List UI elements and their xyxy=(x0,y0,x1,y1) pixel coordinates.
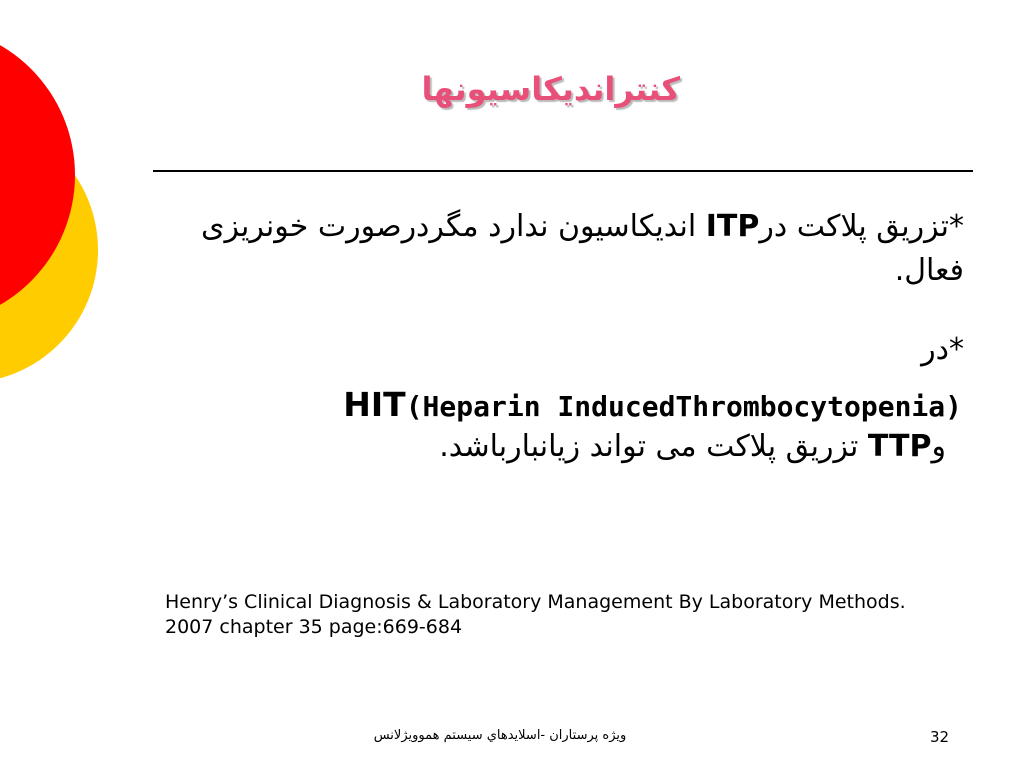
reference-citation: Henry’s Clinical Diagnosis & Laboratory Management By Laboratory Methods. 2007 chapter 35 page:669-684 xyxy=(165,591,906,638)
page-number: 32 xyxy=(930,728,950,746)
decorative-circles xyxy=(0,0,120,420)
hit-line xyxy=(343,385,962,424)
bullet-text-before: تزریق پلاکت در xyxy=(759,209,949,244)
conjunction: و xyxy=(931,429,946,464)
bullet-star: * xyxy=(949,209,964,244)
bullet-hit-intro xyxy=(184,328,964,372)
bullet-text-after: اندیکاسیون ندارد مگردرصورت خونریزی فعال. xyxy=(201,209,964,288)
bullet-text-after: تزریق پلاکت می تواند زیانبارباشد. xyxy=(439,429,868,464)
footer-text: ويژه پرستاران -اسلايدهاي سيستم هموويژلانس xyxy=(373,728,627,743)
bullet-ttp xyxy=(166,425,964,469)
itp-acronym: ITP xyxy=(705,209,760,244)
hit-acronym: HIT xyxy=(343,385,406,424)
bullet-intro-text: در xyxy=(921,332,949,367)
bullet-star: * xyxy=(949,332,964,367)
slide-title: کنتراندیکاسیونها xyxy=(421,70,680,108)
title-divider xyxy=(153,170,973,172)
bullet-itp xyxy=(184,205,964,292)
hit-full-name: (Heparin InducedThrombocytopenia) xyxy=(405,390,962,423)
ttp-acronym: TTP xyxy=(867,429,932,464)
